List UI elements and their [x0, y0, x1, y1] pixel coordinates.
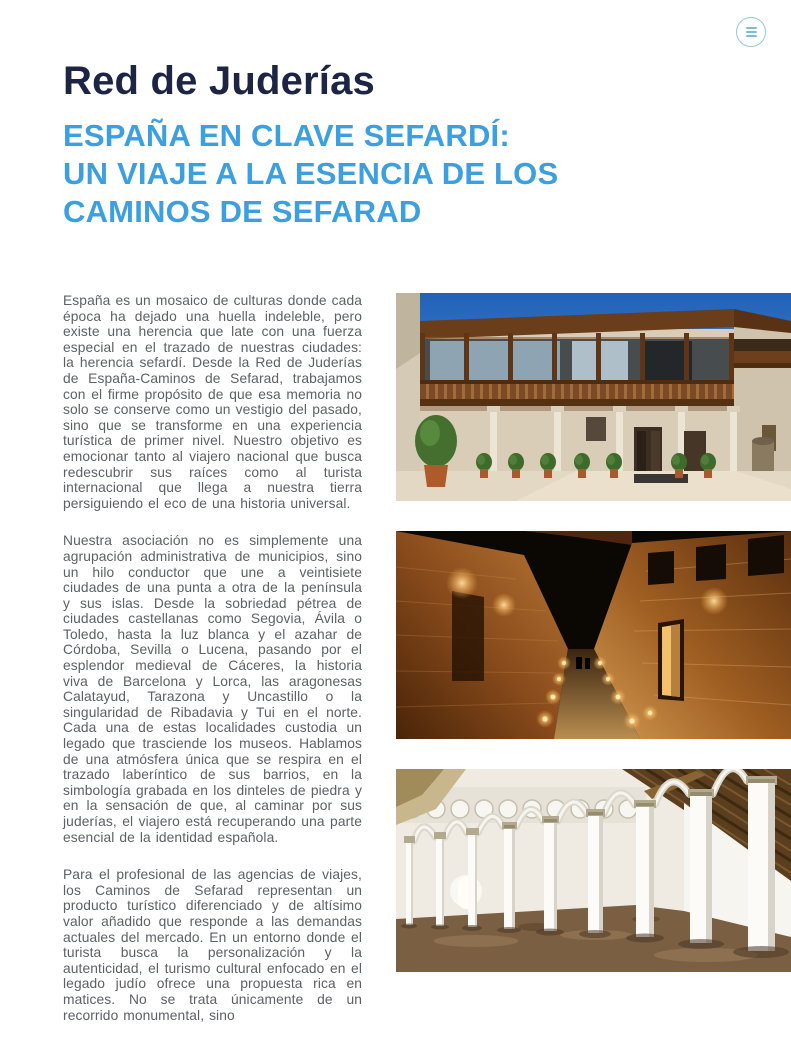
courtyard-photo — [396, 293, 791, 501]
subtitle-line-2: UN VIAJE A LA ESENCIA DE LOS — [63, 156, 559, 191]
menu-button[interactable] — [736, 17, 766, 47]
image-column — [396, 293, 791, 1045]
paragraph-2: Nuestra asociación no es simplemente una agrupación administrativa de municipios, sino un hilo conductor que une a veintisiete ciudades de una punta a otra de la península y sus islas. Desde la sobriedad pétrea de ciudades castellanas como Segovia, Ávila o Toledo, hasta la luz blanca y el azahar de Córdoba, Sevilla o Lucena, pasando por el esplendor medieval de Cáceres, la historia viva de Barcelona y Lorca, las aragonesas Calatayud, Tarazona y Uncastillo o la singularidad de Ribadavia y Tui en el norte. Cada una de estas localidades custodia un legado que trasciende los museos. Hablamos de una atmósfera única que se respira en el trazado laberíntico de sus barrios, en la simbología grabada en los dinteles de piedra y en la sensación de que, al caminar por sus juderías, el viajero está recuperando una parte esencial de la identidad española. — [63, 533, 362, 845]
hamburger-menu-icon — [746, 27, 757, 37]
main-content — [63, 293, 791, 1045]
night-street-photo — [396, 531, 791, 739]
synagogue-interior-photo — [396, 769, 791, 972]
page-header — [63, 60, 751, 231]
article-text — [63, 293, 362, 1045]
paragraph-3: Para el profesional de las agencias de viajes, los Caminos de Sefarad representan un producto turístico diferenciado y de altísimo valor añadido que responde a las demandas actuales del mercado. En un entorno donde el turista busca la personalización y la autenticidad, el turismo cultural enfocado en el legado judío ofrece una propuesta rica en matices. No se trata únicamente de un recorrido monumental, sino — [63, 867, 362, 1023]
paragraph-1: España es un mosaico de culturas donde cada época ha dejado una huella indeleble, pero existe una herencia que late con una fuerza especial en el trazado de nuestras ciudades: la herencia sefardí. Desde la Red de Juderías de España-Caminos de Sefarad, trabajamos con el firme propósito de que esa memoria no solo se conserve como un vestigio del pasado, sino que se transforme en una experiencia turística de primer nivel. Nuestro objetivo es emocionar tanto al viajero nacional que busca redescubrir sus raíces como al turista internacional que llega a nuestra tierra persiguiendo el eco de una historia universal. — [63, 293, 362, 511]
page-title: Red de Juderías — [63, 59, 376, 103]
page-subtitle — [63, 117, 751, 231]
subtitle-line-1: ESPAÑA EN CLAVE SEFARDÍ: — [63, 118, 510, 153]
subtitle-line-3: CAMINOS DE SEFARAD — [63, 194, 422, 229]
